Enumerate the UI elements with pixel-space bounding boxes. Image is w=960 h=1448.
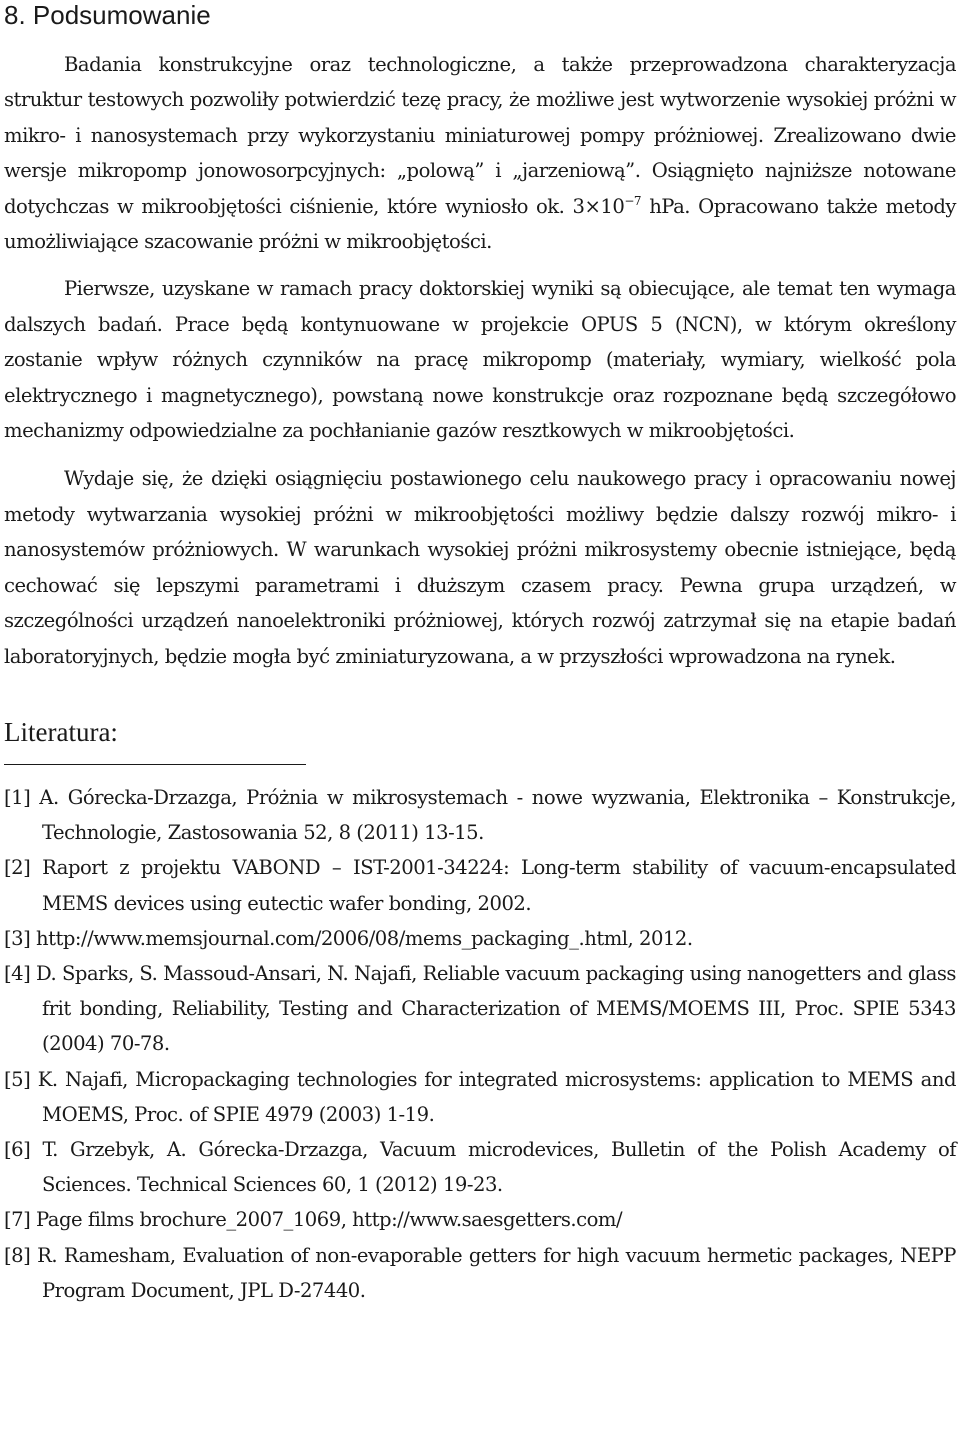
paragraph-summary-text: Badania konstrukcyjne oraz technologiczne, a także przeprowadzona charakteryzacja struktur testowych pozwoliły potwierdzić tezę pracy, że możliwe jest wytworzenie wysokiej próżni w mikro- i nanosystemach przy wykorzystaniu miniaturowej pompy próżniowej. Zrealizowano dwie wersje mikropomp jonowosorpcyjnych: „polową” i „jarzeniową”. Osiągnięto najniższe notowane dotychczas w mikroobjętości ciśnienie, które wyniosło ok. 3×10 [4,53,956,218]
reference-text: D. Sparks, S. Massoud-Ansari, N. Najafi, Reliable vacuum packaging using nanogetters and glass frit bonding, Reliability, Testing and Characterization of MEMS/MOEMS III, Proc. SPIE 5343 (2004) 70-78. [36,961,956,1056]
reference-number: [4] [4,961,31,985]
reference-text: A. Górecka-Drzazga, Próżnia w mikrosystemach - nowe wyzwania, Elektronika – Konstrukcje, Technologie, Zastosowania 52, 8 (2011) 13-15. [39,785,956,845]
footnote-rule [4,764,306,765]
reference-list [4,780,956,1308]
reference-text: R. Ramesham, Evaluation of non-evaporable getters for high vacuum hermetic packages, NEPP Program Document, JPL D-27440. [37,1243,956,1302]
literature-heading: Literatura: [4,716,118,747]
section-heading: 8. Podsumowanie [4,0,211,30]
reference-item-6 [4,1132,956,1202]
paragraph-outlook: Wydaje się, że dzięki osiągnięciu postawionego celu naukowego pracy i opracowaniu nowej metody wytwarzania wysokiej próżni w mikroobjętości możliwy będzie dalszy rozwój mikro- i nanosystemów próżniowych. W warunkach wysokiej próżni mikrosystemy obecnie istniejące, będą cechować się lepszymi parametrami i dłuższym czasem pracy. Pewna grupa urządzeń, w szczególności urządzeń nanoelektroniki próżniowej, których rozwój zatrzymał się na etapie badań laboratoryjnych, będzie mogła być zminiaturyzowana, a w przyszłości wprowadzona na rynek. [4,467,956,668]
reference-number: [6] [4,1137,31,1161]
paragraph-summary [4,47,956,259]
reference-link[interactable]: http://www.memsjournal.com/2006/08/mems_packaging_.html, 2012. [36,926,693,950]
reference-item-2 [4,850,956,920]
reference-item-7 [4,1202,956,1237]
reference-number: [3] [4,926,31,950]
reference-number: [8] [4,1243,31,1267]
reference-number: [2] [4,856,31,880]
paragraph-summary-text-end: hPa. Opracowano także metody umożliwiające szacowanie próżni w mikroobjętości. [4,194,956,254]
reference-text: Raport z projektu VABOND – IST-2001-34224: Long-term stability of vacuum-encapsulated MEMS devices using eutectic wafer bonding, 2002. [42,856,957,915]
document-page [4,0,956,1308]
reference-text: Page films brochure_2007_1069, http://www.saesgetters.com/ [36,1208,623,1232]
reference-text: T. Grzebyk, A. Górecka-Drzazga, Vacuum microdevices, Bulletin of the Polish Academy of Sciences. Technical Sciences 60, 1 (2012) 19-23. [42,1137,956,1197]
reference-item-4 [4,956,956,1062]
reference-item-5 [4,1062,956,1132]
reference-number: [7] [4,1208,31,1232]
pressure-exponent: −7 [624,193,642,208]
paragraph-future-work: Pierwsze, uzyskane w ramach pracy doktorskiej wyniki są obiecujące, ale temat ten wymaga dalszych badań. Prace będą kontynuowane w projekcie OPUS 5 (NCN), w którym określony zostanie wpływ różnych czynników na pracę mikropomp (materiały, wymiary, wielkość pola elektrycznego i magnetycznego), powstaną nowe konstrukcje oraz rozpoznane będą szczegółowo mechanizmy odpowiedzialne za pochłanianie gazów resztkowych w mikroobjętości. [4,277,956,443]
reference-item-3 [4,921,956,956]
reference-item-1 [4,780,956,850]
reference-text: K. Najafi, Micropackaging technologies for integrated microsystems: application to MEMS and MOEMS, Proc. of SPIE 4979 (2003) 1-19. [37,1067,956,1126]
reference-item-8 [4,1238,956,1308]
reference-number: [1] [4,785,31,809]
reference-number: [5] [4,1067,31,1091]
